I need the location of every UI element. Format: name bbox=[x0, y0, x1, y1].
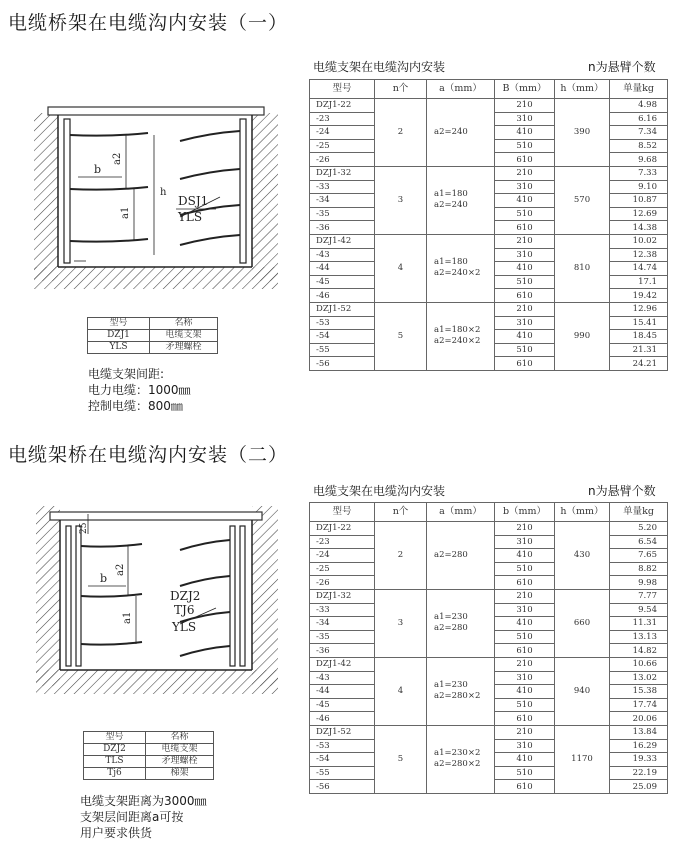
trench-cover bbox=[50, 512, 262, 520]
left-arm-2 bbox=[81, 594, 142, 597]
table-row bbox=[310, 99, 668, 113]
section-1-spec-body bbox=[310, 99, 668, 371]
legend-header-row bbox=[84, 732, 214, 744]
weight-cell: 7.77 bbox=[610, 589, 668, 603]
width-cell: 610 bbox=[495, 153, 555, 167]
column-header: 单量kg bbox=[610, 503, 668, 522]
width-cell: 410 bbox=[495, 685, 555, 699]
section-2-legend-body bbox=[84, 732, 214, 780]
width-cell: 510 bbox=[495, 343, 555, 357]
width-cell: 510 bbox=[495, 562, 555, 576]
section-2-spec-body bbox=[310, 522, 668, 794]
header-row bbox=[310, 80, 668, 99]
width-cell: 310 bbox=[495, 739, 555, 753]
legend-row bbox=[88, 330, 218, 342]
height-cell: 940 bbox=[555, 657, 610, 725]
weight-cell: 10.02 bbox=[610, 234, 668, 248]
model-cell: -34 bbox=[310, 617, 375, 631]
dim-a1-label: a1 bbox=[120, 206, 131, 219]
weight-cell: 21.31 bbox=[610, 343, 668, 357]
height-cell: 810 bbox=[555, 234, 610, 302]
width-cell: 410 bbox=[495, 753, 555, 767]
legend-cell: YLS bbox=[88, 342, 150, 354]
model-cell: DZJ1-52 bbox=[310, 725, 375, 739]
column-header: h（mm） bbox=[555, 503, 610, 522]
weight-cell: 7.34 bbox=[610, 126, 668, 140]
dim-a1-label: a1 bbox=[122, 611, 133, 624]
model-cell: -54 bbox=[310, 330, 375, 344]
model-cell: -54 bbox=[310, 753, 375, 767]
soil-bottom bbox=[34, 267, 278, 289]
model-cell: -23 bbox=[310, 535, 375, 549]
section-1-table-note: n为悬臂个数 bbox=[588, 60, 656, 74]
dim-b-label: b bbox=[100, 572, 108, 585]
model-cell: -53 bbox=[310, 739, 375, 753]
weight-cell: 6.16 bbox=[610, 112, 668, 126]
width-cell: 510 bbox=[495, 275, 555, 289]
legend-cell: 电缆支架 bbox=[146, 744, 214, 756]
model-cell: DZJ1-22 bbox=[310, 99, 375, 113]
width-cell: 210 bbox=[495, 589, 555, 603]
legend-row bbox=[88, 342, 218, 354]
dim-a2-label: a2 bbox=[115, 563, 126, 576]
column-header: a（mm） bbox=[427, 80, 495, 99]
arm-count-cell: 5 bbox=[375, 302, 427, 370]
weight-cell: 9.98 bbox=[610, 576, 668, 590]
column-header: B（mm） bbox=[495, 80, 555, 99]
section-2-table-note: n为悬臂个数 bbox=[588, 484, 656, 498]
left-bracket-column bbox=[64, 119, 70, 263]
model-cell: -45 bbox=[310, 275, 375, 289]
section-1-table-caption: 电缆支架在电缆沟内安装 bbox=[313, 60, 446, 74]
table-row bbox=[310, 302, 668, 316]
model-cell: -46 bbox=[310, 289, 375, 303]
spacing-cell: a1=180 a2=240 bbox=[427, 166, 495, 234]
weight-cell: 14.38 bbox=[610, 221, 668, 235]
model-cell: DZJ1-32 bbox=[310, 589, 375, 603]
section-2-note: 用户要求供货 bbox=[80, 826, 153, 840]
legend-cell: 矛理螺栓 bbox=[150, 342, 218, 354]
weight-cell: 14.74 bbox=[610, 262, 668, 276]
dim-b-label: b bbox=[94, 163, 102, 176]
model-cell: -23 bbox=[310, 112, 375, 126]
model-cell: -33 bbox=[310, 603, 375, 617]
legend-header: 型号 bbox=[88, 318, 150, 330]
weight-cell: 18.45 bbox=[610, 330, 668, 344]
height-cell: 990 bbox=[555, 302, 610, 370]
weight-cell: 22.19 bbox=[610, 766, 668, 780]
weight-cell: 19.42 bbox=[610, 289, 668, 303]
width-cell: 510 bbox=[495, 766, 555, 780]
width-cell: 210 bbox=[495, 302, 555, 316]
model-cell: -53 bbox=[310, 316, 375, 330]
width-cell: 610 bbox=[495, 289, 555, 303]
part-label-tj6: TJ6 bbox=[174, 603, 195, 617]
width-cell: 410 bbox=[495, 194, 555, 208]
width-cell: 610 bbox=[495, 780, 555, 794]
width-cell: 210 bbox=[495, 166, 555, 180]
column-header: a（mm） bbox=[427, 503, 495, 522]
width-cell: 210 bbox=[495, 522, 555, 536]
model-cell: -24 bbox=[310, 126, 375, 140]
legend-cell: DZJ2 bbox=[84, 744, 146, 756]
legend-header: 型号 bbox=[84, 732, 146, 744]
weight-cell: 8.52 bbox=[610, 139, 668, 153]
width-cell: 410 bbox=[495, 126, 555, 140]
section-1-title: 电缆桥架在电缆沟内安装（一） bbox=[8, 12, 289, 34]
weight-cell: 17.74 bbox=[610, 698, 668, 712]
model-cell: -36 bbox=[310, 221, 375, 235]
section-2-spec-table bbox=[309, 502, 668, 794]
table-row bbox=[310, 234, 668, 248]
column-header: 型号 bbox=[310, 80, 375, 99]
width-cell: 210 bbox=[495, 657, 555, 671]
legend-row bbox=[84, 768, 214, 780]
width-cell: 610 bbox=[495, 712, 555, 726]
weight-cell: 12.96 bbox=[610, 302, 668, 316]
weight-cell: 14.82 bbox=[610, 644, 668, 658]
column-header: b（mm） bbox=[495, 503, 555, 522]
weight-cell: 6.54 bbox=[610, 535, 668, 549]
width-cell: 410 bbox=[495, 330, 555, 344]
model-cell: -26 bbox=[310, 576, 375, 590]
soil-right bbox=[252, 113, 278, 281]
right-arm-1 bbox=[180, 540, 230, 550]
dim-a2-label: a2 bbox=[112, 152, 123, 165]
right-ladder-column bbox=[240, 526, 245, 666]
height-cell: 570 bbox=[555, 166, 610, 234]
width-cell: 610 bbox=[495, 357, 555, 371]
model-cell: -46 bbox=[310, 712, 375, 726]
width-cell: 310 bbox=[495, 535, 555, 549]
soil-bottom bbox=[36, 670, 278, 694]
soil-right bbox=[252, 506, 278, 686]
model-cell: -24 bbox=[310, 549, 375, 563]
section-1-spec-table bbox=[309, 79, 668, 371]
left-ladder-column bbox=[66, 526, 71, 666]
height-cell: 1170 bbox=[555, 725, 610, 793]
weight-cell: 7.65 bbox=[610, 549, 668, 563]
section-1-legend-body bbox=[88, 318, 218, 354]
weight-cell: 7.33 bbox=[610, 166, 668, 180]
section-1-spec-header bbox=[310, 80, 668, 99]
model-cell: -43 bbox=[310, 248, 375, 262]
left-arm-1 bbox=[81, 544, 142, 547]
weight-cell: 10.66 bbox=[610, 657, 668, 671]
legend-cell: Tj6 bbox=[84, 768, 146, 780]
section-1-legend-table bbox=[87, 317, 218, 354]
right-arm-1 bbox=[180, 131, 240, 141]
height-cell: 660 bbox=[555, 589, 610, 657]
arm-count-cell: 3 bbox=[375, 166, 427, 234]
width-cell: 310 bbox=[495, 112, 555, 126]
width-cell: 610 bbox=[495, 576, 555, 590]
model-cell: -36 bbox=[310, 644, 375, 658]
section-1-note: 电力电缆：1000㎜ bbox=[88, 383, 191, 397]
width-cell: 210 bbox=[495, 725, 555, 739]
width-cell: 310 bbox=[495, 603, 555, 617]
width-cell: 510 bbox=[495, 630, 555, 644]
dim-25-label: 25 bbox=[79, 522, 89, 534]
legend-header: 名称 bbox=[146, 732, 214, 744]
table-row bbox=[310, 166, 668, 180]
model-cell: DZJ1-42 bbox=[310, 234, 375, 248]
weight-cell: 17.1 bbox=[610, 275, 668, 289]
legend-cell: 矛理螺栓 bbox=[146, 756, 214, 768]
weight-cell: 10.87 bbox=[610, 194, 668, 208]
left-arm-3 bbox=[70, 239, 148, 242]
model-cell: DZJ1-22 bbox=[310, 522, 375, 536]
height-cell: 430 bbox=[555, 522, 610, 590]
table-row bbox=[310, 589, 668, 603]
arm-count-cell: 4 bbox=[375, 657, 427, 725]
weight-cell: 13.84 bbox=[610, 725, 668, 739]
width-cell: 310 bbox=[495, 671, 555, 685]
weight-cell: 15.38 bbox=[610, 685, 668, 699]
legend-header: 名称 bbox=[150, 318, 218, 330]
table-row bbox=[310, 657, 668, 671]
left-arm-1 bbox=[70, 133, 148, 136]
weight-cell: 19.33 bbox=[610, 753, 668, 767]
arm-count-cell: 4 bbox=[375, 234, 427, 302]
width-cell: 510 bbox=[495, 139, 555, 153]
width-cell: 410 bbox=[495, 549, 555, 563]
section-2-note: 支架层间距离a可按 bbox=[80, 810, 184, 824]
model-cell: -45 bbox=[310, 698, 375, 712]
soil-left bbox=[34, 113, 58, 281]
height-cell: 390 bbox=[555, 99, 610, 167]
arm-count-cell: 2 bbox=[375, 99, 427, 167]
model-cell: -55 bbox=[310, 343, 375, 357]
model-cell: -25 bbox=[310, 139, 375, 153]
left-arm-3 bbox=[81, 642, 142, 645]
spacing-cell: a2=280 bbox=[427, 522, 495, 590]
part-label-yls: YLS bbox=[172, 620, 197, 634]
width-cell: 310 bbox=[495, 316, 555, 330]
section-2-notes bbox=[80, 793, 207, 841]
weight-cell: 12.38 bbox=[610, 248, 668, 262]
trench-cover bbox=[48, 107, 264, 115]
legend-row bbox=[84, 756, 214, 768]
column-header: 型号 bbox=[310, 503, 375, 522]
width-cell: 410 bbox=[495, 262, 555, 276]
section-1-note: 电缆支架间距: bbox=[88, 367, 165, 381]
section-2-trench-drawing bbox=[30, 500, 285, 715]
header-row bbox=[310, 503, 668, 522]
weight-cell: 4.98 bbox=[610, 99, 668, 113]
weight-cell: 16.29 bbox=[610, 739, 668, 753]
right-bracket-column bbox=[240, 119, 246, 263]
width-cell: 510 bbox=[495, 207, 555, 221]
spacing-cell: a1=180×2 a2=240×2 bbox=[427, 302, 495, 370]
width-cell: 410 bbox=[495, 617, 555, 631]
part-label-dzj2: DZJ2 bbox=[170, 589, 201, 603]
section-2-table-caption: 电缆支架在电缆沟内安装 bbox=[313, 484, 446, 498]
model-cell: -25 bbox=[310, 562, 375, 576]
model-cell: -43 bbox=[310, 671, 375, 685]
column-header: n个 bbox=[375, 503, 427, 522]
section-1-notes bbox=[88, 366, 191, 414]
section-2-note: 电缆支架距离为3000㎜ bbox=[80, 794, 207, 808]
width-cell: 210 bbox=[495, 99, 555, 113]
weight-cell: 9.10 bbox=[610, 180, 668, 194]
model-cell: -34 bbox=[310, 194, 375, 208]
legend-row bbox=[84, 744, 214, 756]
column-header: h（mm） bbox=[555, 80, 610, 99]
model-cell: -44 bbox=[310, 685, 375, 699]
table-row bbox=[310, 522, 668, 536]
arm-count-cell: 5 bbox=[375, 725, 427, 793]
weight-cell: 13.13 bbox=[610, 630, 668, 644]
section-2-spec-header bbox=[310, 503, 668, 522]
section-2-legend-table bbox=[83, 731, 214, 780]
part-label-dsj1: DSJ1 bbox=[178, 194, 209, 208]
soil-left bbox=[36, 506, 60, 686]
legend-cell: 电缆支架 bbox=[150, 330, 218, 342]
legend-header-row bbox=[88, 318, 218, 330]
arm-count-cell: 3 bbox=[375, 589, 427, 657]
dim-h-label: h bbox=[160, 187, 167, 198]
weight-cell: 24.21 bbox=[610, 357, 668, 371]
spacing-cell: a2=240 bbox=[427, 99, 495, 167]
spacing-cell: a1=230 a2=280×2 bbox=[427, 657, 495, 725]
model-cell: -35 bbox=[310, 630, 375, 644]
width-cell: 210 bbox=[495, 234, 555, 248]
section-1-note: 控制电缆：800㎜ bbox=[88, 399, 183, 413]
model-cell: DZJ1-52 bbox=[310, 302, 375, 316]
legend-cell: DZJ1 bbox=[88, 330, 150, 342]
left-arm-2 bbox=[70, 187, 148, 190]
model-cell: DZJ1-42 bbox=[310, 657, 375, 671]
width-cell: 610 bbox=[495, 644, 555, 658]
section-2-title: 电缆架桥在电缆沟内安装（二） bbox=[8, 444, 289, 466]
width-cell: 510 bbox=[495, 698, 555, 712]
spacing-cell: a1=230 a2=280 bbox=[427, 589, 495, 657]
part-label-yls: YLS bbox=[178, 210, 203, 224]
model-cell: -56 bbox=[310, 780, 375, 794]
width-cell: 310 bbox=[495, 180, 555, 194]
model-cell: -26 bbox=[310, 153, 375, 167]
spacing-cell: a1=230×2 a2=280×2 bbox=[427, 725, 495, 793]
weight-cell: 20.06 bbox=[610, 712, 668, 726]
model-cell: -44 bbox=[310, 262, 375, 276]
weight-cell: 5.20 bbox=[610, 522, 668, 536]
width-cell: 310 bbox=[495, 248, 555, 262]
spacing-cell: a1=180 a2=240×2 bbox=[427, 234, 495, 302]
legend-cell: 梯架 bbox=[146, 768, 214, 780]
model-cell: -56 bbox=[310, 357, 375, 371]
weight-cell: 9.54 bbox=[610, 603, 668, 617]
arm-count-cell: 2 bbox=[375, 522, 427, 590]
weight-cell: 8.82 bbox=[610, 562, 668, 576]
model-cell: DZJ1-32 bbox=[310, 166, 375, 180]
weight-cell: 12.69 bbox=[610, 207, 668, 221]
weight-cell: 25.09 bbox=[610, 780, 668, 794]
legend-cell: TLS bbox=[84, 756, 146, 768]
weight-cell: 9.68 bbox=[610, 153, 668, 167]
model-cell: -33 bbox=[310, 180, 375, 194]
column-header: n个 bbox=[375, 80, 427, 99]
model-cell: -35 bbox=[310, 207, 375, 221]
table-row bbox=[310, 725, 668, 739]
weight-cell: 15.41 bbox=[610, 316, 668, 330]
model-cell: -55 bbox=[310, 766, 375, 780]
section-1-trench-drawing bbox=[30, 95, 285, 295]
weight-cell: 11.31 bbox=[610, 617, 668, 631]
column-header: 单量kg bbox=[610, 80, 668, 99]
width-cell: 610 bbox=[495, 221, 555, 235]
weight-cell: 13.02 bbox=[610, 671, 668, 685]
